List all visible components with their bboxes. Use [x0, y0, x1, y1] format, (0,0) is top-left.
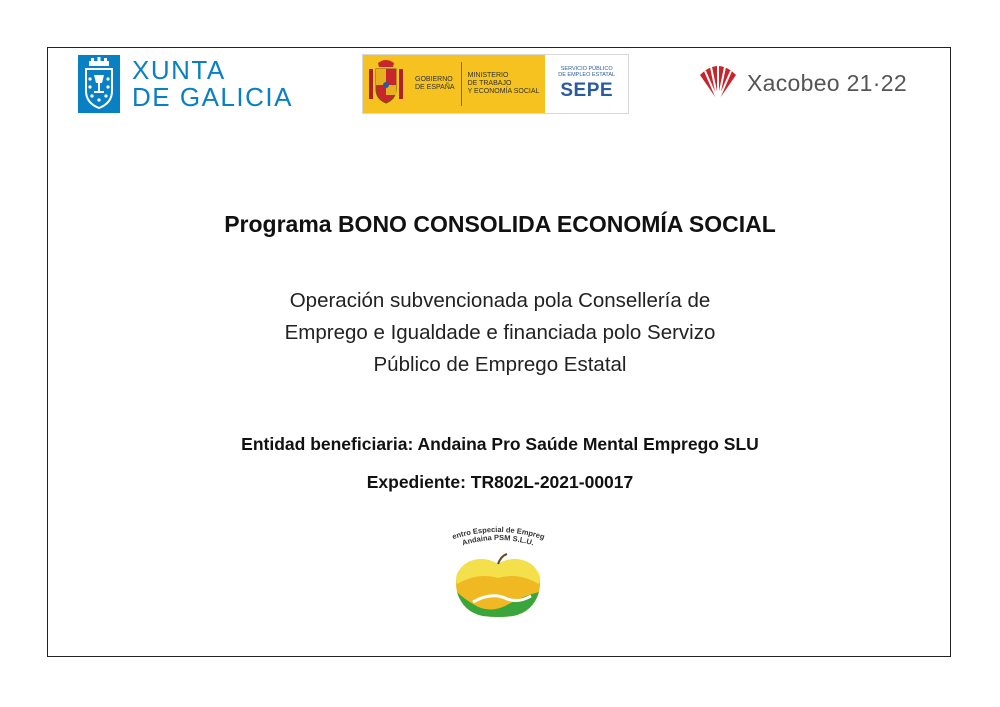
scallop-shell-icon: [697, 63, 739, 103]
xunta-line1: XUNTA: [132, 55, 226, 85]
gobierno-line2: DE ESPAÑA: [415, 84, 455, 91]
sepe-logo: [545, 55, 628, 113]
xacobeo-logo: [697, 63, 907, 103]
galicia-coat-of-arms-icon: [78, 55, 120, 113]
sepe-subtitle-line2: DE EMPLEO ESTATAL: [558, 72, 616, 78]
description-line3: Público de Emprego Estatal: [373, 353, 627, 376]
ministerio-line3: Y ECONOMÍA SOCIAL: [467, 88, 540, 95]
xunta-line2: DE GALICIA: [132, 82, 293, 112]
xunta-wordmark: [132, 57, 293, 111]
sepe-wordmark: SEPE: [560, 80, 614, 101]
ministerio-text: [462, 72, 546, 96]
andaina-line2: Andaina PSM S.L.U.: [460, 532, 536, 548]
spain-coat-of-arms-icon: [363, 55, 409, 113]
apple-icon: [456, 554, 540, 617]
ministerio-line2: DE TRABAJO: [467, 80, 512, 87]
description-line2: Emprego e Igualdade e financiada polo Servizo: [284, 321, 716, 344]
xunta-logo: [78, 54, 293, 114]
gobierno-banner: [363, 55, 545, 113]
operation-description: [0, 285, 1000, 381]
andaina-logo: [443, 522, 553, 622]
sepe-subtitle-line1: SERVICIO PÚBLICO: [560, 66, 613, 72]
andaina-line1: entro Especial de Empreg: [450, 524, 546, 542]
sepe-subtitle: [558, 66, 615, 78]
ministerio-line1: MINISTERIO: [467, 72, 509, 79]
gobierno-line1: GOBIERNO: [415, 76, 453, 83]
program-title: Programa BONO CONSOLIDA ECONOMÍA SOCIAL: [224, 211, 776, 237]
gobierno-sepe-logo: [362, 54, 629, 114]
beneficiary-entity: Entidad beneficiaria: Andaina Pro Saúde Mental Emprego SLU: [241, 434, 759, 454]
gobierno-text: [409, 76, 461, 92]
expediente-number: Expediente: TR802L-2021-00017: [366, 472, 634, 492]
xacobeo-wordmark: Xacobeo 21·22: [747, 69, 907, 96]
description-line1: Operación subvencionada pola Consellería de: [289, 289, 711, 312]
